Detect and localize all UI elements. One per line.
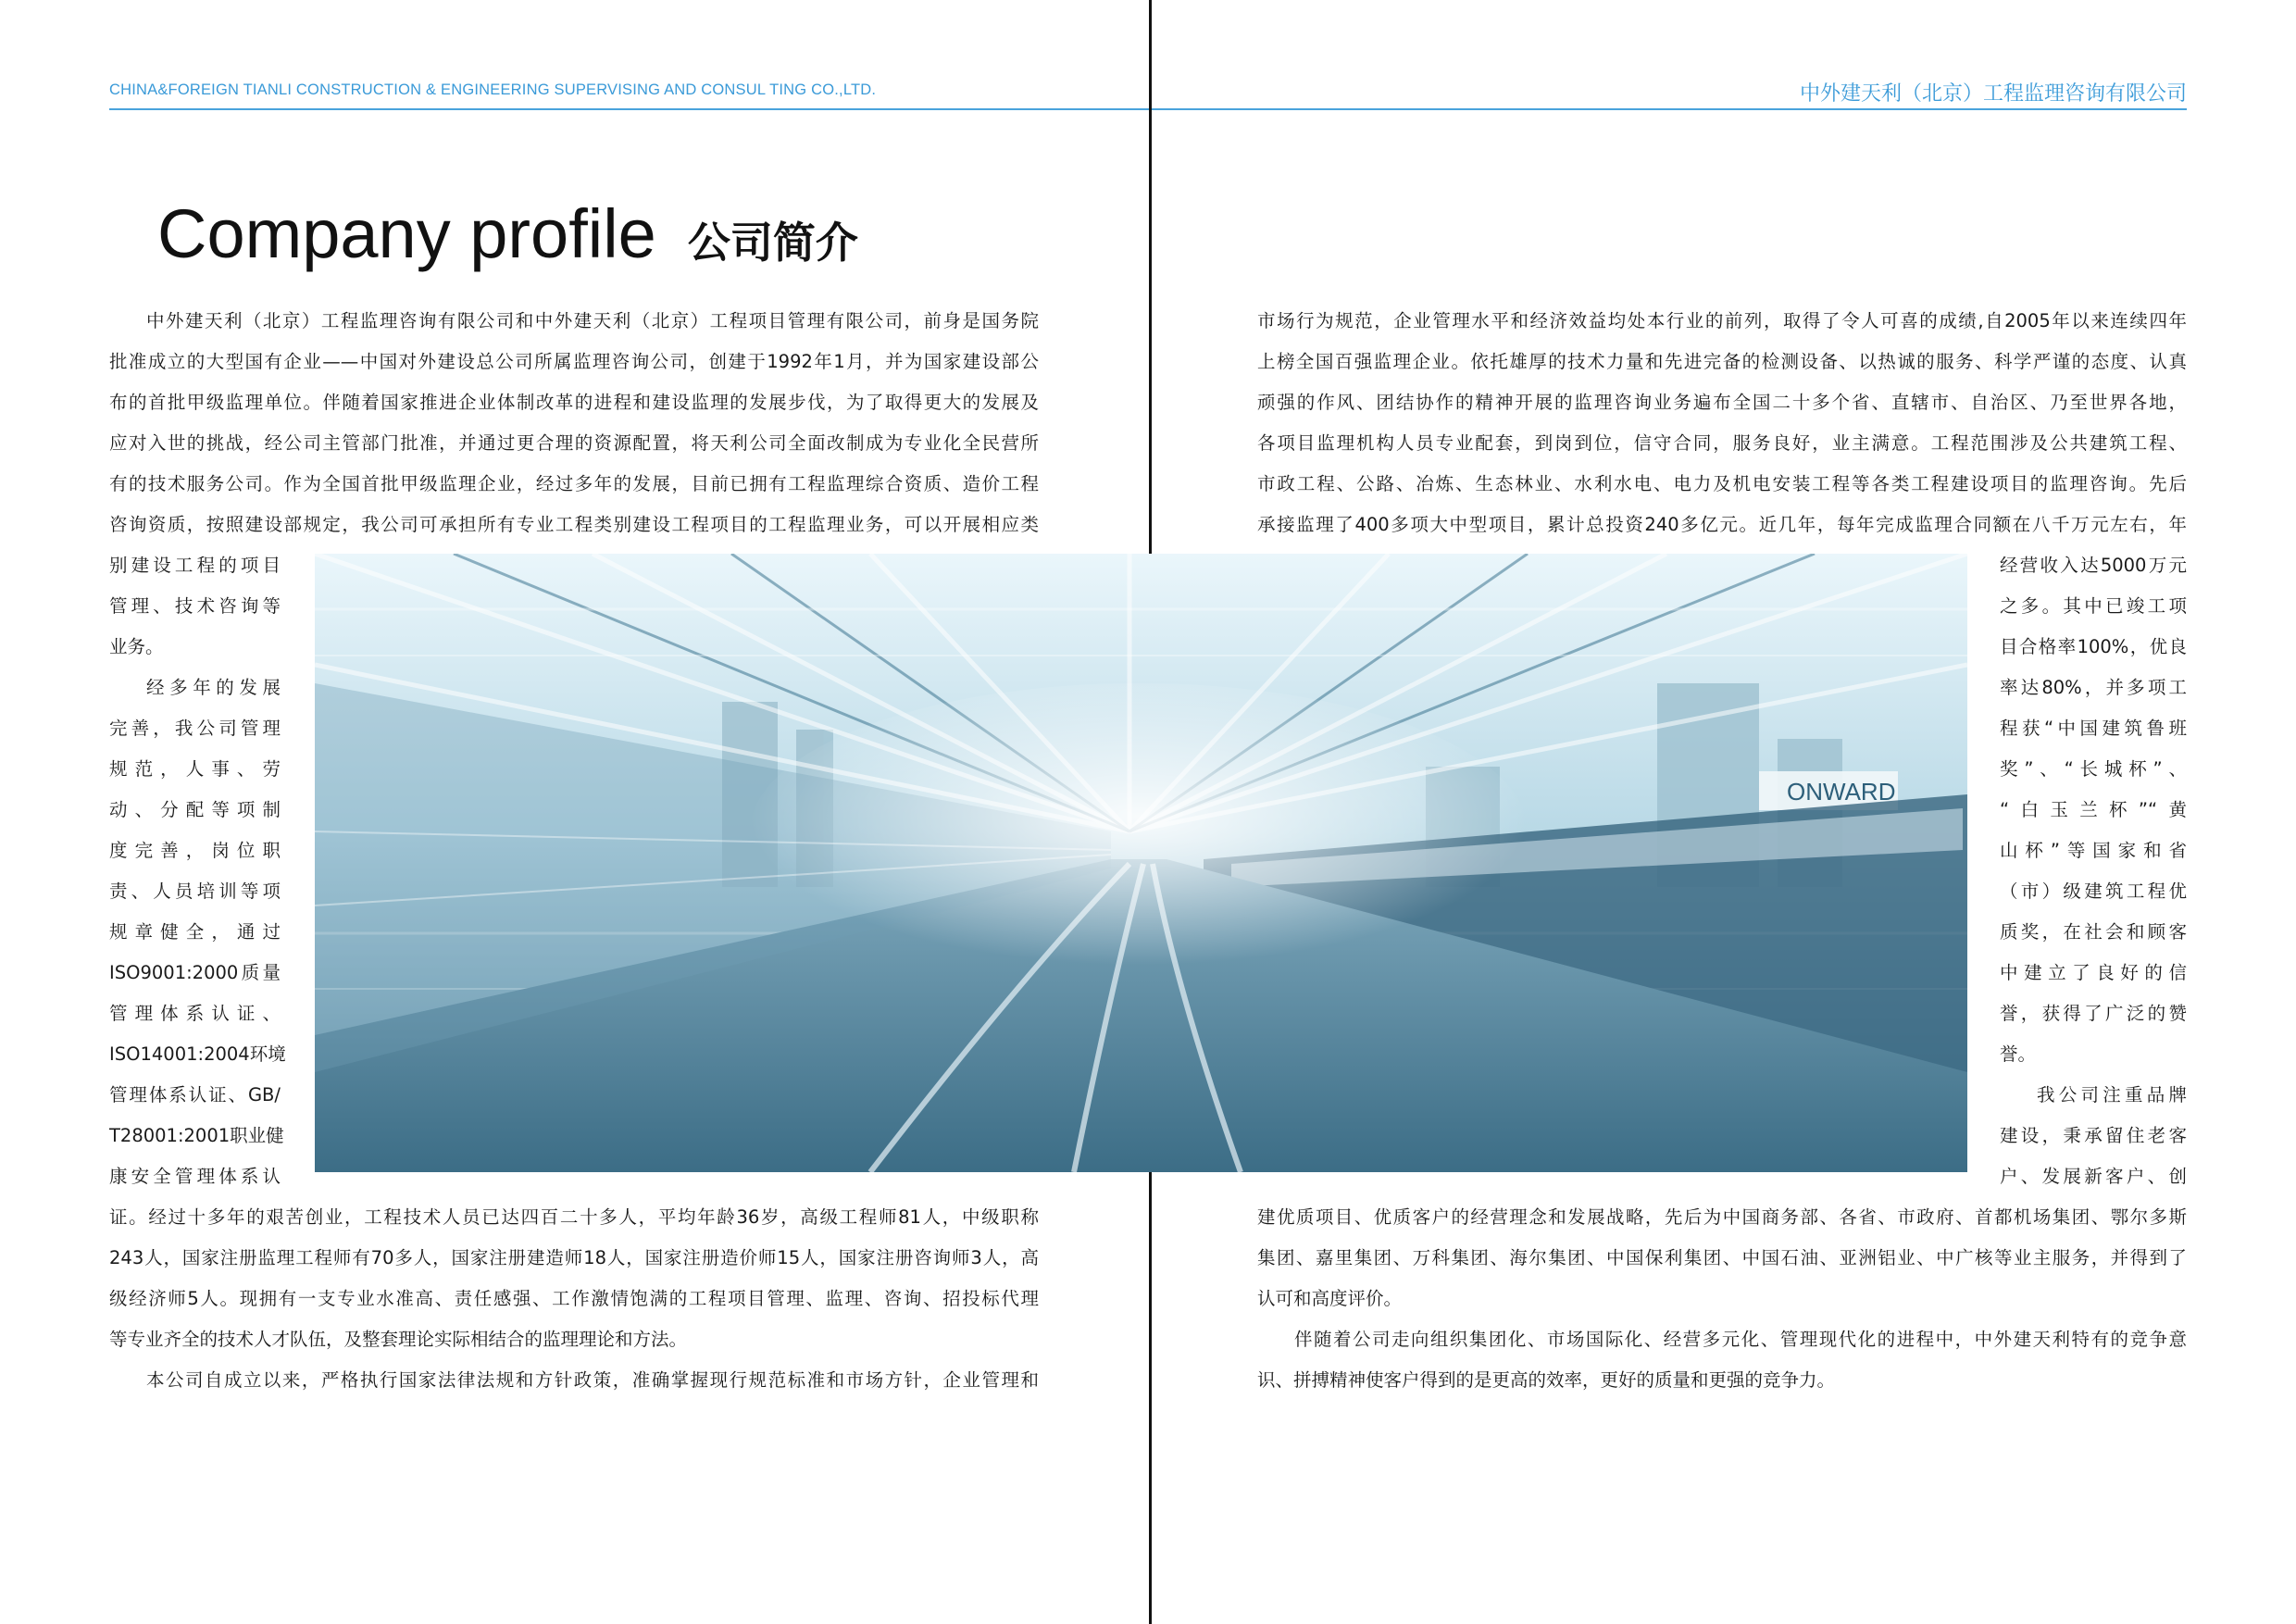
- text-line: 管理体系认证、: [109, 1003, 281, 1024]
- right-side-paragraph: [2000, 545, 2187, 1197]
- text-line: 户、发展新客户、创: [2000, 1166, 2187, 1187]
- right-bottom-paragraph: [1257, 1197, 2187, 1401]
- text-line: 责、人员培训等项: [109, 881, 281, 902]
- text-line: 业务。: [109, 636, 164, 657]
- text-line: 承接监理了400多项大中型项目，累计总投资240多亿元。近几年，每年完成监理合同额在八千万元左右，年: [1257, 514, 2187, 535]
- text-line: 建设，秉承留住老客: [2000, 1125, 2187, 1146]
- text-line: 本公司自成立以来，严格执行国家法律法规和方针政策，准确掌握现行规范标准和市场方针，企业管理和: [146, 1369, 1039, 1391]
- text-line: 率达80%，并多项工: [2000, 677, 2187, 698]
- text-line: 等专业齐全的技术人才队伍，及整套理论实际相结合的监理理论和方法。: [109, 1329, 688, 1350]
- text-line: 上榜全国百强监理企业。依托雄厚的技术力量和先进完备的检测设备、以热诚的服务、科学严谨的态度、认真: [1257, 351, 2187, 372]
- text-line: 各项目监理机构人员专业配套，到岗到位，信守合同，服务良好，业主满意。工程范围涉及公共建筑工程、: [1257, 432, 2187, 454]
- text-line: 管理、技术咨询等: [109, 595, 281, 617]
- left-side-paragraph: [109, 545, 286, 1197]
- text-line: 经营收入达5000万元: [2000, 555, 2187, 576]
- text-line: 证。经过十多年的艰苦创业，工程技术人员已达四百二十多人，平均年龄36岁，高级工程师81人，中级职称: [109, 1206, 1039, 1228]
- page-title: [157, 194, 858, 273]
- onward-sign: ONWARD: [1787, 778, 1896, 806]
- text-line: 市政工程、公路、冶炼、生态林业、水利水电、电力及机电安装工程等各类工程建设项目的监理咨询。先后: [1257, 473, 2187, 494]
- text-line: 有的技术服务公司。作为全国首批甲级监理企业，经过多年的发展，目前已拥有工程监理综合资质、造价工程: [109, 473, 1039, 494]
- text-line: 集团、嘉里集团、万科集团、海尔集团、中国保利集团、中国石油、亚洲铝业、中广核等业主服务，并得到了: [1257, 1247, 2187, 1268]
- header-company-cn: 中外建天利（北京）工程监理咨询有限公司: [1799, 82, 2187, 106]
- text-line: 规章健全，通过: [109, 921, 281, 943]
- text-line: 中建立了良好的信: [2000, 962, 2187, 983]
- title-chinese: 公司简介: [687, 218, 858, 268]
- text-line: 伴随着公司走向组织集团化、市场国际化、经营多元化、管理现代化的进程中，中外建天利特有的竞争意: [1294, 1329, 2187, 1350]
- text-line: 完善，我公司管理: [109, 718, 281, 739]
- text-line: “白玉兰杯”“黄: [2000, 799, 2187, 820]
- text-line: 批准成立的大型国有企业——中国对外建设总公司所属监理咨询公司，创建于1992年1月，并为国家建设部公: [109, 351, 1039, 372]
- text-line: 康安全管理体系认: [109, 1166, 281, 1187]
- text-line: 管理体系认证、GB/: [109, 1084, 281, 1106]
- text-line: 程获“中国建筑鲁班: [2000, 718, 2187, 739]
- text-line: 目合格率100%，优良: [2000, 636, 2187, 657]
- header-divider: [109, 108, 2187, 110]
- text-line: 认可和高度评价。: [1257, 1288, 1403, 1309]
- header-company-en: CHINA&FOREIGN TIANLI CONSTRUCTION & ENGINEERING SUPERVISING AND CONSUL TING CO.,LTD.: [109, 81, 877, 98]
- text-line: 市场行为规范，企业管理水平和经济效益均处本行业的前列，取得了令人可喜的成绩,自2005年以来连续四年: [1257, 310, 2187, 331]
- text-line: 誉，获得了广泛的赞: [2000, 1003, 2187, 1024]
- text-line: 咨询资质，按照建设部规定，我公司可承担所有专业工程类别建设工程项目的工程监理业务，可以开展相应类: [109, 514, 1039, 535]
- left-bottom-paragraph: [109, 1197, 1039, 1401]
- text-line: 之多。其中已竣工项: [2000, 595, 2187, 617]
- text-line: ISO14001:2004环境: [109, 1043, 286, 1065]
- text-line: 级经济师5人。现拥有一支专业水准高、责任感强、工作激情饱满的工程项目管理、监理、咨询、招投标代理: [109, 1288, 1039, 1309]
- text-line: 顽强的作风、团结协作的精神开展的监理咨询业务遍布全国二十多个省、直辖市、自治区、乃至世界各地，: [1257, 392, 2187, 413]
- text-line: 动、分配等项制: [109, 799, 281, 820]
- text-line: 质奖，在社会和顾客: [2000, 921, 2187, 943]
- text-line: T28001:2001职业健: [109, 1125, 284, 1146]
- text-line: 山杯”等国家和省: [2000, 840, 2187, 861]
- text-line: 誉。: [2000, 1043, 2037, 1065]
- text-line: 建优质项目、优质客户的经营理念和发展战略，先后为中国商务部、各省、市政府、首都机场集团、鄂尔多斯: [1257, 1206, 2187, 1228]
- text-line: 我公司注重品牌: [2037, 1084, 2187, 1106]
- text-line: ISO9001:2000质量: [109, 962, 281, 983]
- text-line: （市）级建筑工程优: [2000, 881, 2187, 902]
- text-line: 奖”、“长城杯”、: [2000, 758, 2187, 780]
- text-line: 布的首批甲级监理单位。伴随着国家推进企业体制改革的进程和建设监理的发展步伐，为了取得更大的发展及: [109, 392, 1039, 413]
- train-tunnel-photo: [315, 554, 1967, 1172]
- text-line: 识、拼搏精神使客户得到的是更高的效率，更好的质量和更强的竞争力。: [1257, 1369, 1836, 1391]
- text-line: 别建设工程的项目: [109, 555, 281, 576]
- title-english: Company profile: [157, 195, 656, 272]
- right-intro-paragraph: [1257, 301, 2187, 545]
- text-line: 规范，人事、劳: [109, 758, 281, 780]
- text-line: 中外建天利（北京）工程监理咨询有限公司和中外建天利（北京）工程项目管理有限公司，前身是国务院: [146, 310, 1039, 331]
- text-line: 度完善，岗位职: [109, 840, 281, 861]
- text-line: 经多年的发展: [146, 677, 281, 698]
- left-intro-paragraph: [109, 301, 1039, 545]
- text-line: 应对入世的挑战，经公司主管部门批准，并通过更合理的资源配置，将天利公司全面改制成为专业化全民营所: [109, 432, 1039, 454]
- text-line: 243人，国家注册监理工程师有70多人，国家注册建造师18人，国家注册造价师15人，国家注册咨询师3人，高: [109, 1247, 1039, 1268]
